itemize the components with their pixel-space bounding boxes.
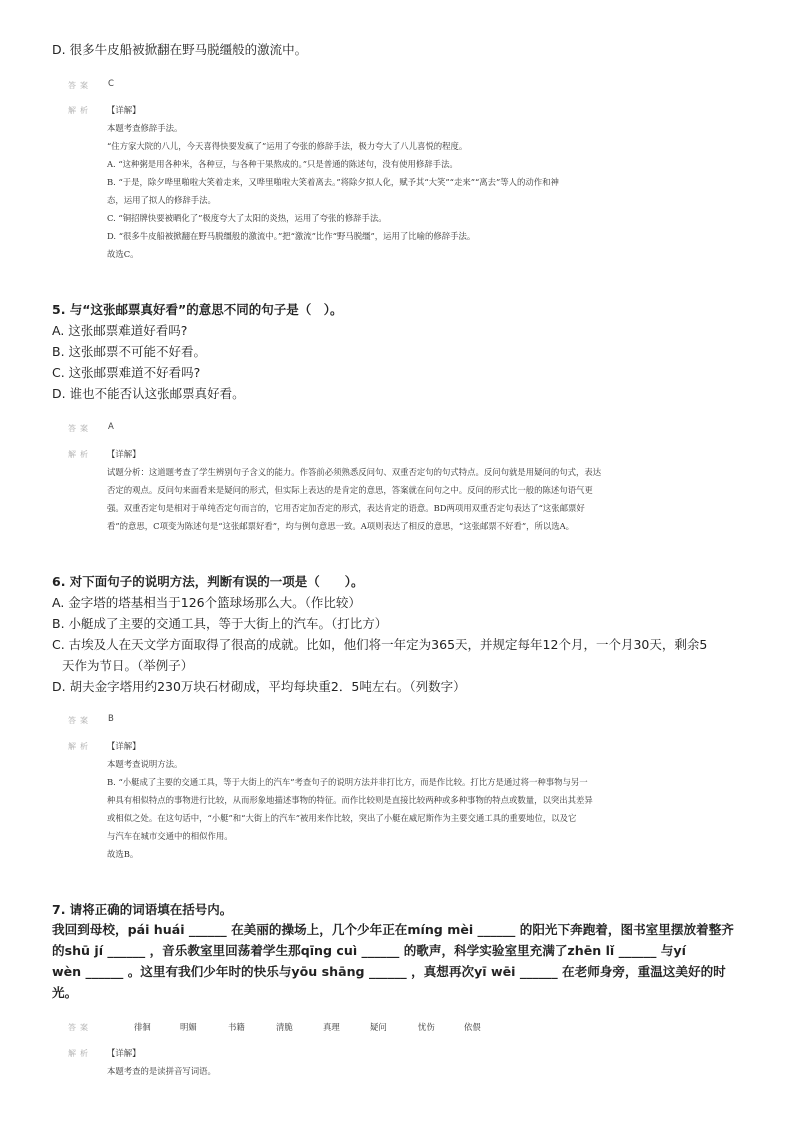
q6-option-c: C. 古埃及人在天文学方面取得了很高的成就。比如，他们将一年定为365天，并规定每年12个月，一个月30天，剩余5 xyxy=(52,637,708,652)
q5-explanation-line: 强。双重否定句是相对于单纯否定句而言的，它用否定加否定的形式，表达肯定的语意。BD两项用双重否定句表达了“这张邮票好 xyxy=(107,503,585,513)
q7-explanation-line: 本题考查的是读拼音写词语。 xyxy=(107,1066,216,1076)
q7-answer-word: 依偎 xyxy=(464,1022,481,1032)
q7-title: 7. 请将正确的词语填在括号内。 xyxy=(52,902,233,917)
q7-explanation-line: 【详解】 xyxy=(107,1048,141,1058)
q4-explanation-line: “住方家大院的八儿，今天喜得快要发疯了”运用了夸张的修辞手法，极力夸大了八儿喜悦的程度。 xyxy=(107,141,468,151)
q6-answer-label: 答案 xyxy=(68,716,92,725)
q4-answer-label: 答案 xyxy=(68,81,92,90)
q6-option-c-continued: 天作为节日。（举例子） xyxy=(62,658,194,673)
q4-explanation-line: 态，运用了拟人的修辞手法。 xyxy=(107,195,216,205)
q5-option-b: B. 这张邮票不可能不好看。 xyxy=(52,344,207,359)
q4-option-d: D. 很多牛皮船被掀翻在野马脱缰般的激流中。 xyxy=(52,42,308,57)
q5-explanation-line: 否定的观点。反问句来面看来是疑问的形式，但实际上表达的是肯定的意思，答案就在问句之中。反问的形式比一般的陈述句语气更 xyxy=(107,485,593,495)
q6-option-d: D. 胡夫金字塔用约230万块石材砌成，平均每块重2．5吨左右。（列数字） xyxy=(52,679,466,694)
q4-analysis-label: 解析 xyxy=(68,106,92,115)
q4-explanation-line: C. “铜招牌快要被晒化了”极度夸大了太阳的炎热，运用了夸张的修辞手法。 xyxy=(107,213,387,223)
q6-explanation-line: 本题考查说明方法。 xyxy=(107,759,183,769)
q4-explanation-line: 本题考查修辞手法。 xyxy=(107,123,183,133)
q6-explanation-line: B. “小艇成了主要的交通工具，等于大街上的汽车”考查句子的说明方法并非打比方，而是作比较。打比方是通过将一种事物与另一 xyxy=(107,777,588,787)
q7-answer-word: 真理 xyxy=(323,1022,340,1032)
q6-option-b: B. 小艇成了主要的交通工具，等于大街上的汽车。（打比方） xyxy=(52,616,388,631)
q7-paragraph-line: wèn ______ 。这里有我们少年时的快乐与yōu shāng ______ ，真想再次yī wēi ______ 在老师身旁，重温这美好的时 xyxy=(52,964,726,979)
q5-answer-label: 答案 xyxy=(68,424,92,433)
q6-explanation-line: 故选B。 xyxy=(107,849,139,859)
q7-answer-label: 答案 xyxy=(68,1023,92,1032)
q5-option-d: D. 谁也不能否认这张邮票真好看。 xyxy=(52,386,245,401)
q5-answer: A xyxy=(108,422,114,432)
q7-analysis-label: 解析 xyxy=(68,1049,92,1058)
q6-title: 6. 对下面句子的说明方法，判断有误的一项是（ ）。 xyxy=(52,574,364,589)
q7-answer-word: 清脆 xyxy=(276,1022,293,1032)
q6-explanation-line: 种具有相似特点的事物进行比较，从而形象地描述事物的特征。而作比较则是直接比较两种或多种事物的特点或数量，以突出其差异 xyxy=(107,795,593,805)
q5-explanation-line: 【详解】 xyxy=(107,449,141,459)
q5-option-a: A. 这张邮票难道好看吗? xyxy=(52,323,188,338)
q6-explanation-line: 【详解】 xyxy=(107,741,141,751)
q4-explanation-line: 故选C。 xyxy=(107,249,139,259)
q5-explanation-line: 试题分析：这道题考查了学生辨别句子含义的能力。作答前必须熟悉反问句、双重否定句的句式特点。反问句就是用疑问的句式，表达 xyxy=(107,467,602,477)
q7-answer-word: 疑问 xyxy=(370,1022,387,1032)
q7-paragraph xyxy=(52,919,752,1003)
q7-answer-word: 忧伤 xyxy=(418,1022,435,1032)
q7-paragraph-line: 我回到母校，pái huái ______ 在美丽的操场上，几个少年正在míng mèi ______ 的阳光下奔跑着，图书室里摆放着整齐 xyxy=(52,922,734,937)
q6-analysis-label: 解析 xyxy=(68,742,92,751)
q4-explanation-line: B. “于是，除夕哗里啪啦大笑着走来，又哗里啪啦大笑着离去。”将除夕拟人化，赋予其“大笑”“走来”“离去”等人的动作和神 xyxy=(107,177,559,187)
q5-explanation-line: 看”的意思，C项变为陈述句是“这张邮票好看”，均与例句意思一致。A项则表达了相反的意思，“这张邮票不好看”，所以选A。 xyxy=(107,521,575,531)
q7-paragraph-line: 的shū jí ______ ，音乐教室里回荡着学生那qīng cuì ______ 的歌声，科学实验室里充满了zhēn lǐ ______ 与yí xyxy=(52,943,686,958)
q7-answer-word: 书籍 xyxy=(228,1022,245,1032)
q5-analysis-label: 解析 xyxy=(68,450,92,459)
q7-paragraph-line: 光。 xyxy=(52,985,78,1000)
q6-explanation-line: 与汽车在城市交通中的相似作用。 xyxy=(107,831,233,841)
q6-option-a: A. 金字塔的塔基相当于126个篮球场那么大。（作比较） xyxy=(52,595,361,610)
q7-answer-word: 徘徊 xyxy=(134,1022,151,1032)
q4-answer: C xyxy=(108,79,114,89)
q6-answer: B xyxy=(108,714,114,724)
q7-answer-word: 明媚 xyxy=(180,1022,197,1032)
q5-option-c: C. 这张邮票难道不好看吗? xyxy=(52,365,201,380)
q4-explanation-line: D. “很多牛皮船被掀翻在野马脱缰般的激流中。”把“激流”比作“野马脱缰”，运用了比喻的修辞手法。 xyxy=(107,231,476,241)
q6-explanation-line: 或相似之处。在这句话中，“小艇”和“大街上的汽车”被用来作比较，突出了小艇在威尼斯作为主要交通工具的重要地位，以及它 xyxy=(107,813,577,823)
q5-title: 5. 与“这张邮票真好看”的意思不同的句子是（ ）。 xyxy=(52,302,343,317)
q4-explanation-line: 【详解】 xyxy=(107,105,141,115)
q4-explanation-line: A. “这种粥是用各种米，各种豆，与各种干果熬成的。”只是普通的陈述句，没有使用修辞手法。 xyxy=(107,159,458,169)
